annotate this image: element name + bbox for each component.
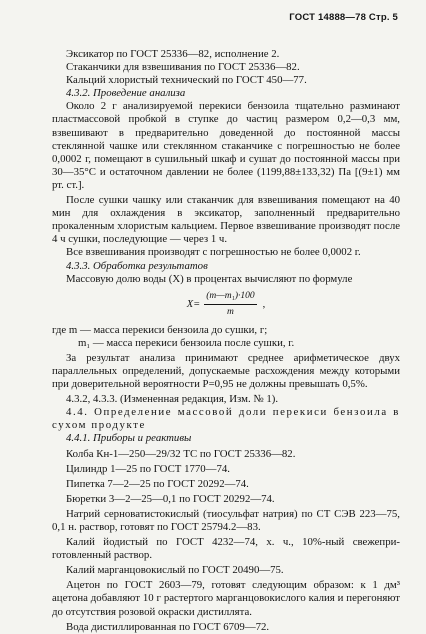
amendment-note: 4.3.2, 4.3.3. (Измененная редакция, Изм. № 1).: [66, 393, 279, 406]
reagent-item: Вода дистиллированная по ГОСТ 6709—72.: [66, 620, 270, 633]
section-heading: 4.4. Определение массовой доли перекиси бензоила в сухом продукте: [52, 406, 400, 432]
reagent-item: Пипетка 7—2—25 по ГОСТ 20292—74.: [66, 477, 249, 490]
subsection-heading: 4.4.1. Приборы и реактивы: [66, 432, 192, 445]
formula-comma: ,: [262, 299, 266, 311]
formula-legend: где m — масса перекиси бензоила до сушки, г;: [52, 323, 268, 336]
section-heading: 4.3.3. Обработка результатов: [66, 259, 208, 272]
formula-denominator: m: [227, 307, 234, 318]
section-heading: 4.3.2. Проведение анализа: [66, 87, 186, 100]
reagent-item: Бюретки 3—2—25—0,1 по ГОСТ 20292—74.: [66, 492, 275, 505]
reagent-item: Колба Кн-1—250—29/32 ТС по ГОСТ 25336—82.: [66, 447, 296, 460]
formula-fraction: [204, 290, 256, 319]
text-line: Эксикатор по ГОСТ 25336—82, исполнение 2.: [66, 48, 280, 60]
text-line: Стаканчики для взвешивания по ГОСТ 25336—82.: [66, 61, 300, 74]
reagent-item: Ацетон по ГОСТ 2603—79, готовят следующим образом: к 1 дм³ ацетона добавляют 10 г растертого марганцовокислого калия и перегоняют до отсутствия розовой окраски дистиллята.: [52, 579, 400, 618]
paragraph: Около 2 г анализируемой перекиси бензоила тщательно разминают пластмассовой пробкой в ступке до частиц размером 0,2—0,3 мм, взвешивают в предварительно доведенной до постоянной массы стеклянной чашке или стеклянном стаканчике с погрешностью не более 0,0002 г, помещают в сушильный шкаф и сушат до постоянной массы при 30—35°С и остаточном давлении не более (1199,88±133,32) Па [(9±1) мм рт. ст.].: [52, 100, 400, 191]
formula-legend: m₁ — масса перекиси бензоила после сушки, г.: [78, 336, 295, 349]
formula: [52, 288, 400, 322]
formula-lhs: X=: [186, 299, 201, 311]
reagent-item: Цилиндр 1—25 по ГОСТ 1770—74.: [66, 462, 230, 475]
text-line: Кальций хлористый технический по ГОСТ 450—77.: [66, 74, 307, 87]
paragraph: Массовую долю воды (X) в процентах вычисляют по формуле: [66, 272, 353, 285]
paragraph: Все взвешивания производят с погрешностью не более 0,0002 г.: [66, 246, 361, 259]
reagent-item: Калий йодистый по ГОСТ 4232—74, х. ч., 10%-ный свежеприготовленный раствор.: [52, 536, 400, 562]
paragraph: После сушки чашку или стаканчик для взвешивания помещают на 40 мин для охлаждения в эксикатор, заполненный предварительно прокаленным хлористым кальцием. Первое взвешивание производят после 4 ч сушки, последующие — через 1 ч.: [52, 194, 400, 246]
paragraph: За результат анализа принимают среднее арифметическое двух параллельных определений, допускаемые расхождения между которыми при доверительной вероятности P=0,95 не должны превышать 0,5%.: [52, 351, 400, 391]
formula-numerator: (m—m₁)·100: [204, 290, 256, 305]
page-header: ГОСТ 14888—78 Стр. 5: [289, 12, 398, 23]
reagent-item: Калий марганцовокислый по ГОСТ 20490—75.: [66, 564, 284, 577]
reagent-item: Натрий серноватистокислый (тиосульфат натрия) по СТ СЭВ 223—75, 0,1 н. раствор, готовят по ГОСТ 25794.2—83.: [52, 507, 400, 533]
document-body: [52, 48, 400, 634]
